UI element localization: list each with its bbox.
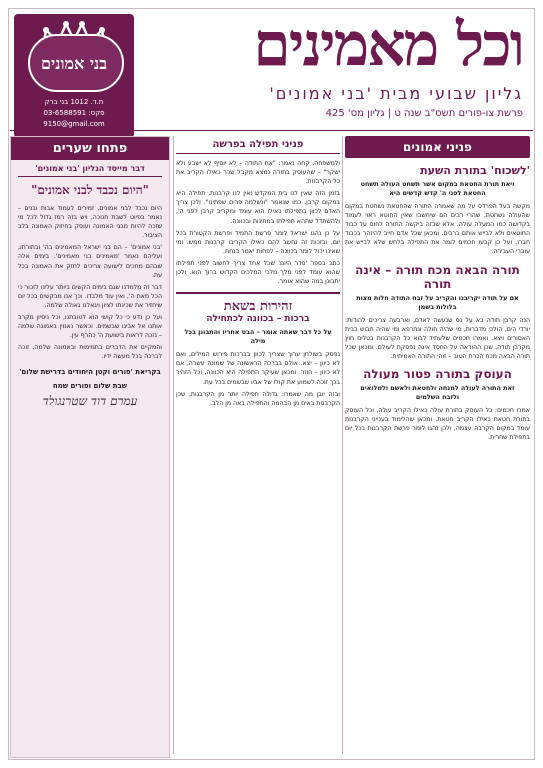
editorial-title: "היום נכבד לבני אמונים" bbox=[31, 183, 149, 197]
article-paragraph: 'בני אמונים' – הם בני ישראל המאמינים בה' ובתורתו, ועליהם נאמר 'מאמינים בני מאמינים'. בימים אלה שבהם מחכים לישועה צריכים לחזק את האמונה בכל עת. bbox=[18, 244, 162, 279]
verse-quote: אם על תודה יקריבנו והקריב על זבח התודה חלות מצות בלולות בשמן bbox=[356, 293, 519, 311]
column-right bbox=[345, 136, 530, 754]
article-paragraph: דבר זה מלמדנו שגם בימים הקשים ביותר עלינו לזכור כי הכל מאת ה', ואין עוד מלבדו. וכך אנו מבקשים בכל יום שיחזיר את שכינתו לציון ויגאלנו גאולה שלמה. bbox=[18, 283, 162, 309]
article-paragraph: ולמשפחה, קחה נאמר: "את התודה – לא יוסיף לא ישבע ולא ישקר" – שהעוסק בתורה נמצא מקבל שכר כאילו הקריב את כל הקרבנות. bbox=[176, 160, 340, 186]
closing-line: בקריאת 'פורים וקטן היחודים בדרישת שלום' bbox=[19, 367, 161, 376]
column-divider bbox=[342, 136, 343, 754]
article-paragraph: ועל כן נדע כי כל קושי הוא לטובתנו, וכל ניסיון מקרב אותנו אל אבינו שבשמים. וכאשר נאמין באמונה שלמה – נזכה לראות בישועת ה' כהרף עין. bbox=[18, 314, 162, 340]
editorial-byline: דבר מייסד הגליון 'בני אמונים' bbox=[18, 164, 162, 177]
closing-greeting: שבת שלום ופורים שמח bbox=[52, 381, 128, 390]
column-left-editorial bbox=[10, 136, 170, 758]
masthead-header bbox=[10, 8, 533, 128]
article-paragraph: כתב בספר 'סדר היום' שכל אחד צריך לחשוב לפני תפילתו שהוא עומד לפני מלך מלכי המלכים הקדוש ברוך הוא, ולכן יתבונן במה שהוא אומר. bbox=[176, 259, 340, 286]
article-paragraph: היום נכבד לבני אמונים, זמירים לעמוד אבות ובנים – נאמר בפיוט לשבת חנוכה, ויש בזה רמז גדול לכל מי שזכה להיות מבני האמונה ועוסק בחיזוק האמונה בלב הציבור. bbox=[18, 205, 162, 240]
article-paragraph: והמקיים את הדברים בתמימות ובאמונה שלמה, זוכה לברכה בכל מעשה ידיו. bbox=[18, 344, 162, 361]
masthead-subtitle: גליון שבועי מבית 'בני אמונים' bbox=[269, 84, 523, 103]
verse-quote: זאת התורה לעולה למנחה ולחטאת ולאשם ולמלואים ולזבח השלמים bbox=[360, 384, 515, 402]
header-rule bbox=[10, 130, 533, 131]
article-paragraph: נפסק בשולחן ערוך שצריך לכוון בברכות פירוש המילים, ואם לא כיוון – יצא. אולם בברכה הראשונה של שמונה עשרה, אם לא כיוון – חוזר. ומכאן שעיקר התפילה היא הכוונה, וכל הזהיר בכך זוכה לשמוע את קולו של אביו שבשמים בכל עת. bbox=[176, 351, 340, 386]
column-heading-gates: פתחו שערים bbox=[11, 137, 169, 160]
article-paragraph: בזמן הזה שאין לנו בית המקדש ואין לנו קרבנות, תפילה היא במקום קרבן, כמו שנאמר "ונשלמה פרים שפתינו". ולכן צריך האדם לכוון בתפילתו כאילו הוא עומד ומקריב קרבן לפני ה', ולהשתדל שתהא תפילתו במתינות ובכוונה. bbox=[176, 190, 340, 225]
article-paragraph: הנה קרבן תודה בא על נס שנעשה לאדם, וארבעה צריכים להודות: יורדי הים, הולכי מדברות, מי שהיה חולה ונתרפא ומי שהיה חבוש בבית האסורים ויצא. ואמרו חכמים שלעתיד לבוא כל הקרבנות בטלים חוץ מקרבן תודה, שכן ההודאה על החסד אינה נפסקת לעולם. ומכאן שכל תורה הבאה מכח הכרת הטוב – זוהי התורה האמיתית. bbox=[345, 316, 530, 360]
logo-email: 9150@gmail.com bbox=[43, 120, 105, 128]
signature: עמרם דוד שטרנגולד bbox=[42, 393, 138, 408]
logo-phone: 03-6588591 :פקס bbox=[43, 109, 105, 117]
issue-info: פרשת צו-פורים תשס"ב שנה ט | גליון מס' 425 bbox=[325, 108, 523, 119]
verse-quote: על כל דבר שאתה אומר – הבט אחריו והתבונן בכל מילה bbox=[184, 328, 332, 346]
article-paragraph: על כן נהגו ישראל לומר פרשת התמיד ופרשת הקטורת בכל יום, ובזכות זה נחשב להם כאילו הקריבו קרבנות ממש. ומי שאינו יכול לומר בכוונה – לפחות יאמר בנחת. bbox=[176, 229, 340, 255]
column-middle bbox=[176, 136, 340, 754]
verse-quote: ויאת תורת החטאת במקום אשר תשחט העולה תשחט החטאת לפני ה' קדש קדשים היא bbox=[360, 180, 515, 197]
logo-badge bbox=[14, 14, 134, 138]
feature-subtitle: ברכות – בכוונה לכתחילה bbox=[206, 314, 310, 325]
feature-title: זהירות בשאת bbox=[223, 299, 293, 315]
logo-address: ת.ד. 1012 בני ברק bbox=[44, 98, 104, 106]
article-paragraph: מקשה בעל הפרדס על מה שאמרה התורה שהחטאת נשחטת במקום שהעולה נשחטת, שהרי רבים הם שיחשבו שאין החוטא ראוי לעמוד בקדושה כמו המעלה עולה. אלא שבזה ביקשה התורה לחוס על כבוד החוטאים ולא לבייש אותם ברבים, ומכאן שכל אדם חייב להיזהר בכבוד חברו. ועל כן קבעו חכמים לומר את התפילה בלחש שלא לבייש את עוברי העבירה. bbox=[345, 203, 530, 256]
logo-name: בני אמונים bbox=[41, 54, 107, 73]
column-heading-prayer: פניני תפילה בפרשה bbox=[176, 136, 340, 154]
column-heading-pearls: פניני אמונים bbox=[345, 136, 530, 158]
feature-box bbox=[176, 292, 340, 408]
article-paragraph: ובזה יובן מה שאמרו: גדולה תפילה יותר מן הקרבנות, שכן הקרבנות באים מן הבהמה והתפילה באה מן הלב. bbox=[176, 390, 340, 407]
article-paragraph: אמרו חכמים: כל העוסק בתורת עולה כאילו הקריב עולה, וכל העוסק בתורת חטאת כאילו הקריב חטאת. ומכאן שהלימוד בענייני הקרבנות עומד במקום הקרבה עצמה, ולכן נהגו לומר פרשת הקרבנות בכל יום בתפילת שחרית. bbox=[345, 407, 530, 442]
column-divider bbox=[173, 136, 174, 754]
section-title: תורה הבאה מכח תורה – אינה תורה bbox=[355, 262, 520, 291]
masthead-title: וכל מאמינים bbox=[253, 10, 523, 80]
section-title: העוסק בתורה פטור מעולה bbox=[363, 367, 512, 382]
section-title: 'לשכוח' בתורת השעת bbox=[420, 164, 530, 177]
